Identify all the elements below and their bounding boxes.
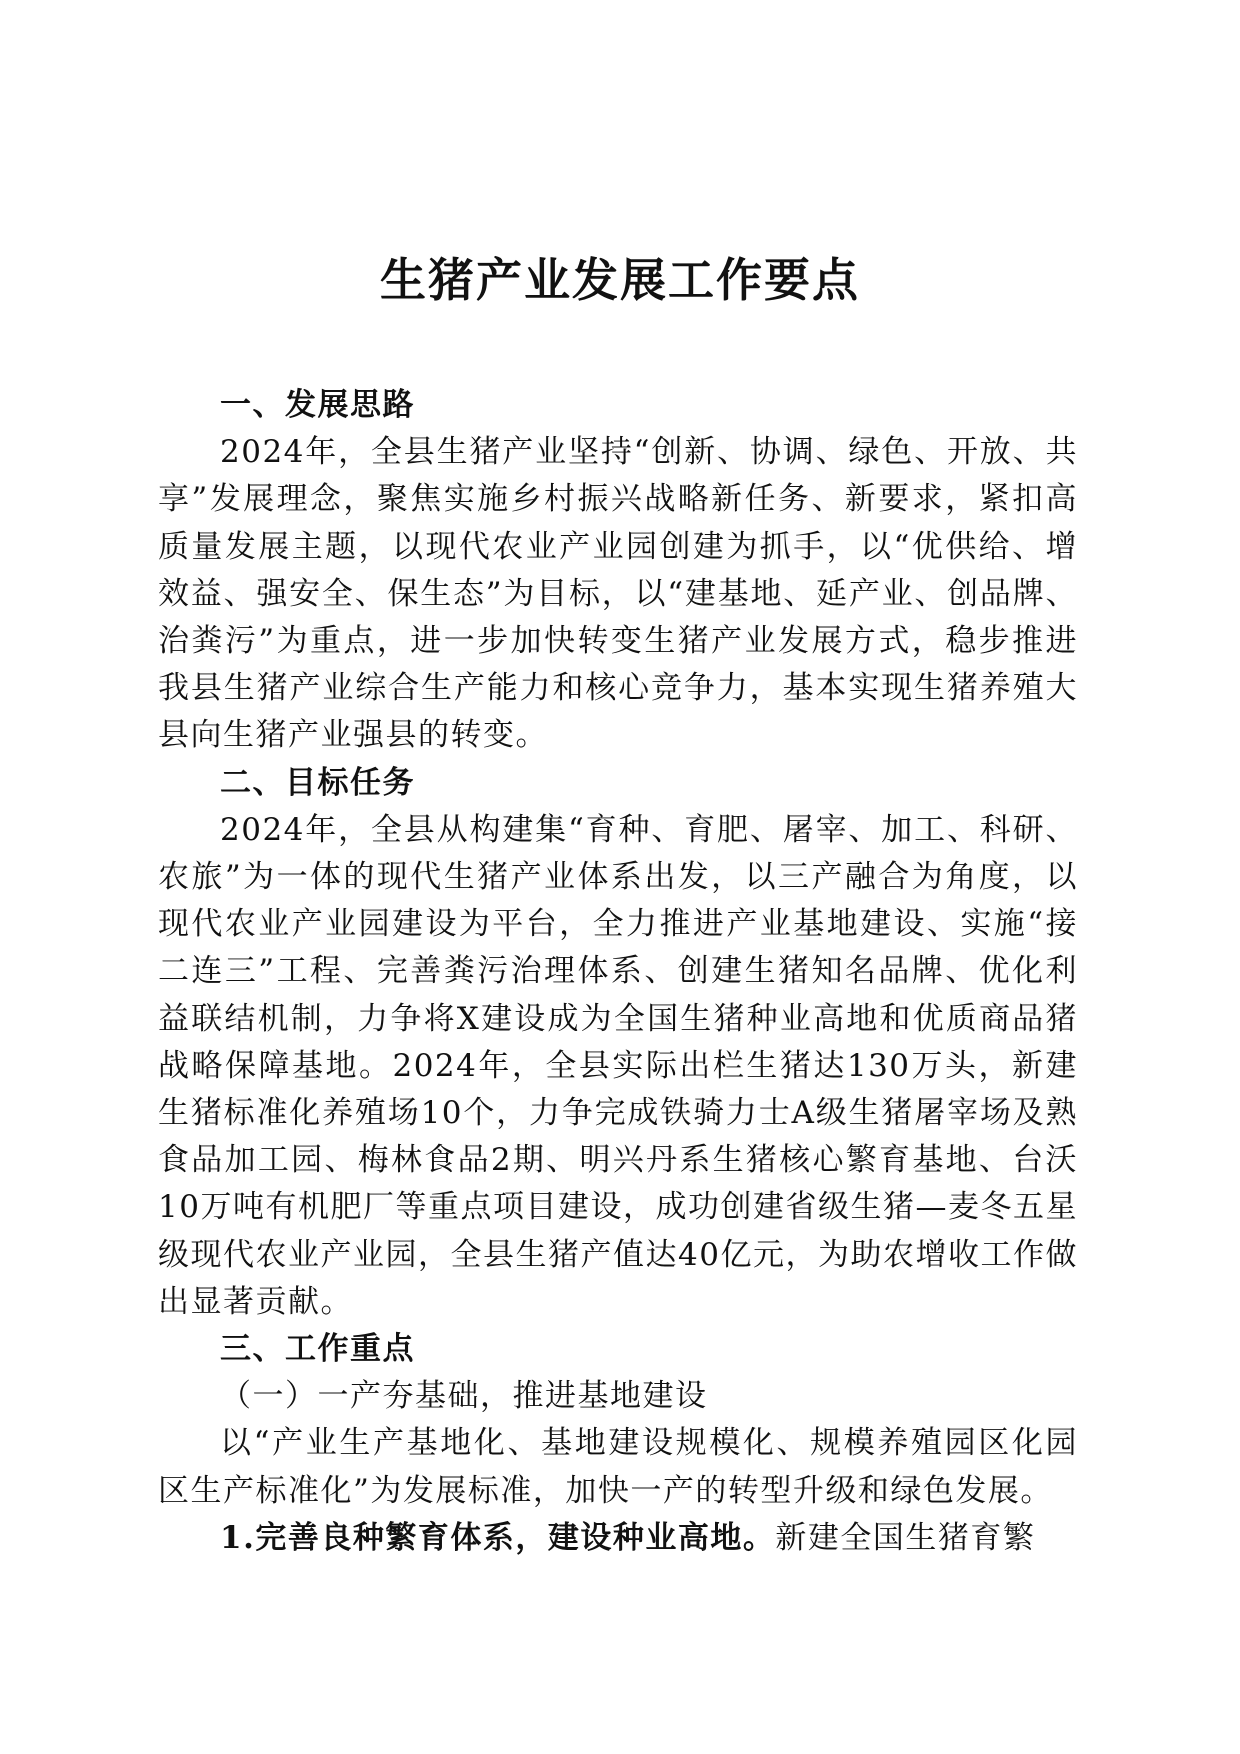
section-1-heading: 一、发展思路 [220, 387, 415, 423]
document-title: 生猪产业发展工作要点 [380, 253, 860, 307]
item-1-text: 新建全国生猪育繁 [775, 1519, 1036, 1556]
section-3-item-1 [158, 1515, 1078, 1562]
section-2-heading: 二、目标任务 [220, 764, 415, 801]
section-3-subheading: （一）一产夯基础，推进基地建设 [220, 1378, 708, 1415]
section-2-paragraph: 2024年，全县从构建集“育种、育肥、屠宰、加工、科研、农旅”为一体的现代生猪产业体系出发，以三产融合为角度，以现代农业产业园建设为平台，全力推进产业基地建设、实施“接二连三”工程、完善粪污治理体系、创建生猪知名品牌、优化利益联结机制，力争将X建设成为全国生猪种业高地和优质商品猪战略保障基地。2024年，全县实际出栏生猪达130万头，新建生猪标准化养殖场10个，力争完成铁骑力士A级生猪屠宰场及熟食品加工园、梅林食品2期、明兴丹系生猪核心繁育基地、台沃10万吨有机肥厂等重点项目建设，成功创建省级生猪—麦冬五星级现代农业产业园，全县生猪产值达40亿元，为助农增收工作做出显著贡献。 [158, 811, 1078, 1320]
section-1-paragraph: 2024年，全县生猪产业坚持“创新、协调、绿色、开放、共享”发展理念，聚焦实施乡村振兴战略新任务、新要求，紧扣高质量发展主题，以现代农业产业园创建为抓手，以“优供给、增效益、强安全、保生态”为目标，以“建基地、延产业、创品牌、治粪污”为重点，进一步加快转变生猪产业发展方式，稳步推进我县生猪产业综合生产能力和核心竞争力，基本实现生猪养殖大县向生猪产业强县的转变。 [158, 434, 1078, 754]
section-3-heading: 三、工作重点 [220, 1331, 415, 1368]
section-3-paragraph: 以“产业生产基地化、基地建设规模化、规模养殖园区化园区生产标准化”为发展标准，加快一产的转型升级和绿色发展。 [158, 1425, 1078, 1509]
document-body [158, 382, 1078, 1562]
item-1-lead: 1.完善良种繁育体系，建设种业高地。 [220, 1519, 776, 1556]
